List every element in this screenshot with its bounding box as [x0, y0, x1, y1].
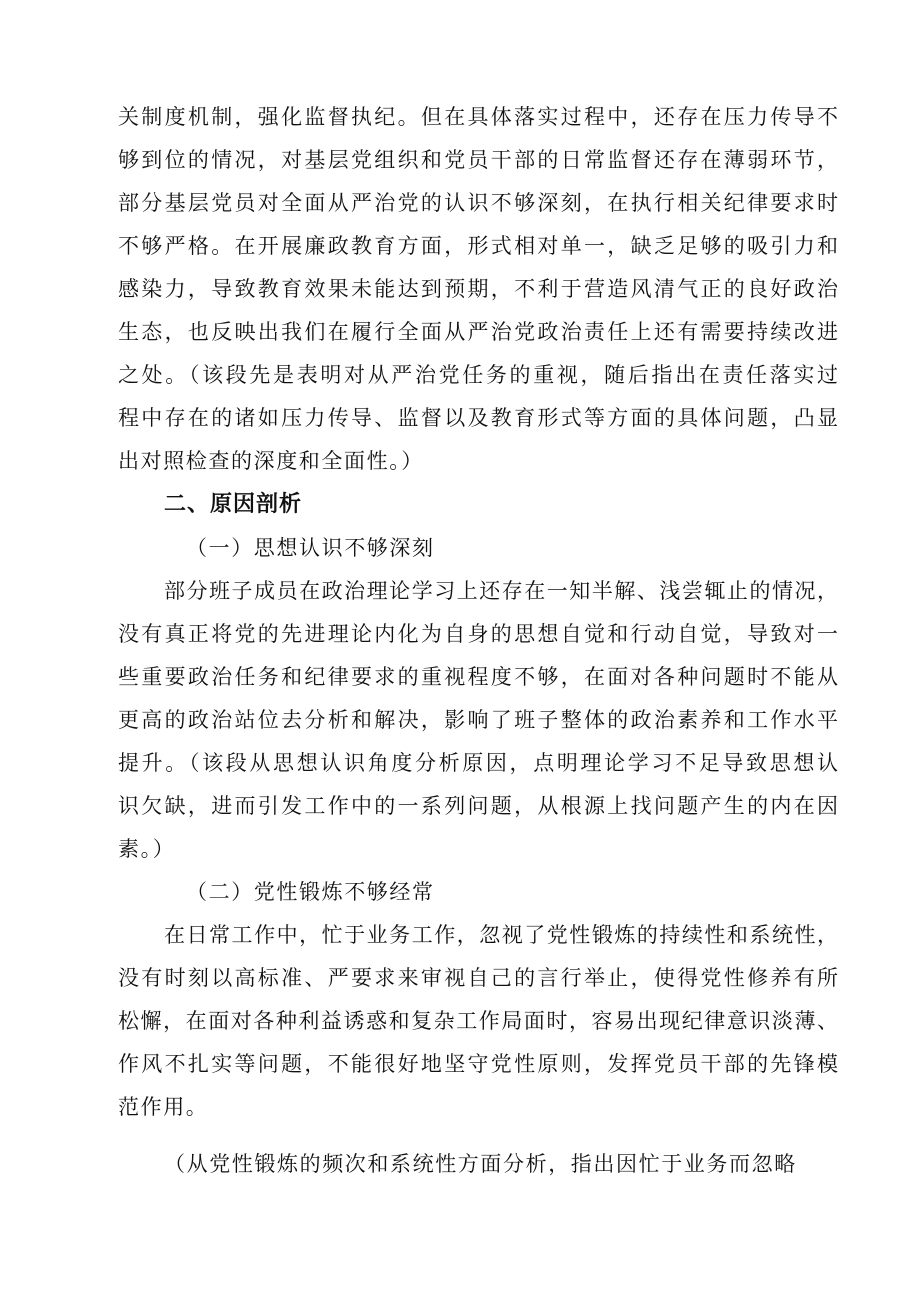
body-line: 更高的政治站位去分析和解决，影响了班子整体的政治素养和工作水平	[118, 708, 838, 732]
body-line: 没有时刻以高标准、严要求来审视自己的言行举止，使得党性修养有所	[118, 966, 838, 990]
body-line: 部分班子成员在政治理论学习上还存在一知半解、浅尝辄止的情况，	[164, 579, 838, 603]
body-line: 作风不扎实等问题，不能很好地坚守党性原则，发挥党员干部的先锋模	[118, 1052, 838, 1076]
body-line: 够到位的情况，对基层党组织和党员干部的日常监督还存在薄弱环节，	[118, 148, 838, 172]
body-line: 提升。（该段从思想认识角度分析原因，点明理论学习不足导致思想认	[118, 751, 838, 775]
body-line: （从党性锻炼的频次和系统性方面分析，指出因忙于业务而忽略	[164, 1152, 797, 1176]
body-line: 程中存在的诸如压力传导、监督以及教育形式等方面的具体问题，凸显	[118, 406, 838, 430]
body-line: 识欠缺，进而引发工作中的一系列问题，从根源上找问题产生的内在因	[118, 794, 838, 818]
body-line: 感染力，导致教育效果未能达到预期，不利于营造风清气正的良好政治	[118, 277, 838, 301]
body-line: 生态，也反映出我们在履行全面从严治党政治责任上还有需要持续改进	[118, 320, 838, 344]
subsection-heading: （一）思想认识不够深刻	[186, 536, 435, 560]
body-line: 没有真正将党的先进理论内化为自身的思想自觉和行动自觉，导致对一	[118, 622, 838, 646]
body-line: 在日常工作中，忙于业务工作，忽视了党性锻炼的持续性和系统性，	[164, 923, 838, 947]
body-line: 之处。（该段先是表明对从严治党任务的重视，随后指出在责任落实过	[118, 363, 838, 387]
subsection-heading: （二）党性锻炼不够经常	[186, 880, 435, 904]
body-line: 出对照检查的深度和全面性。）	[118, 449, 424, 473]
body-line: 素。）	[118, 837, 176, 861]
body-line: 范作用。	[118, 1095, 209, 1119]
body-line: 松懈，在面对各种利益诱惑和复杂工作局面时，容易出现纪律意识淡薄、	[118, 1009, 838, 1033]
body-line: 关制度机制，强化监督执纪。但在具体落实过程中，还存在压力传导不	[118, 105, 838, 129]
body-line: 部分基层党员对全面从严治党的认识不够深刻，在执行相关纪律要求时	[118, 191, 838, 215]
body-line: 不够严格。在开展廉政教育方面，形式相对单一，缺乏足够的吸引力和	[118, 234, 838, 258]
body-line: 些重要政治任务和纪律要求的重视程度不够，在面对各种问题时不能从	[118, 665, 838, 689]
section-heading: 二、原因剖析	[164, 492, 303, 517]
